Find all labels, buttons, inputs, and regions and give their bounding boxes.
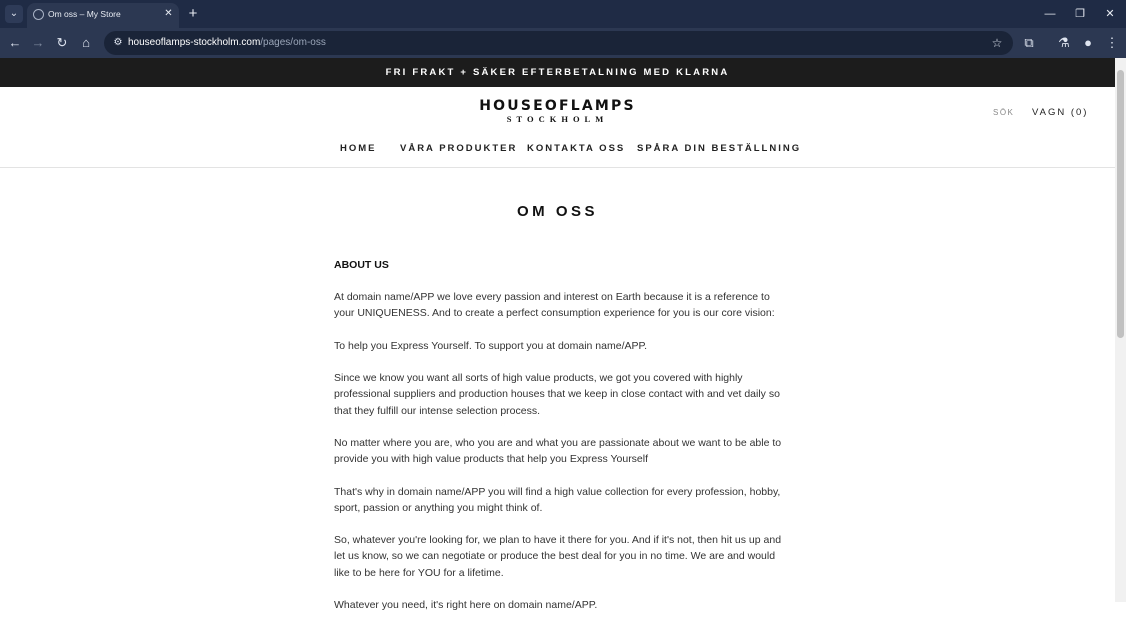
- web-page: [0, 58, 1115, 611]
- site-info-icon[interactable]: ⚙: [113, 37, 123, 48]
- minimize-button[interactable]: —: [1044, 8, 1056, 20]
- paragraph: So, whatever you're looking for, we plan to have it there for you. And if it's not, then hit us up and let us know, so we can negotiate or produce the best deal for you in no time. We are and would like to be here for YOU for a lifetime.: [334, 534, 782, 579]
- forward-arrow-icon[interactable]: →: [31, 35, 45, 50]
- scrollbar-thumb[interactable]: [1117, 70, 1124, 338]
- paragraph: Whatever you need, it's right here on domain name/APP.: [334, 598, 598, 611]
- tab-title: Om oss – My Store: [48, 9, 121, 19]
- search-link[interactable]: SÖK: [993, 108, 1015, 117]
- home-icon[interactable]: ⌂: [82, 35, 90, 50]
- close-tab-icon[interactable]: ✕: [164, 8, 173, 19]
- new-tab-button[interactable]: +: [188, 5, 198, 22]
- browser-tab[interactable]: [27, 3, 179, 28]
- nav-track-order[interactable]: SPÅRA DIN BESTÄLLNING: [637, 143, 802, 154]
- paragraph: Since we know you want all sorts of high value products, we got you covered with highly professional suppliers and production houses that we keep in close contact with and vet daily so that they fulfill our intense selection process.: [334, 372, 780, 417]
- restore-button[interactable]: ❐: [1075, 8, 1085, 20]
- paragraph: That's why in domain name/APP you will find a high value collection for every profession, hobby, sport, passion or anything you might think of.: [334, 485, 781, 514]
- tab-search-button[interactable]: ⌄: [5, 5, 23, 23]
- menu-dots-icon[interactable]: ⋮: [1105, 35, 1119, 50]
- back-arrow-icon[interactable]: ←: [8, 35, 22, 50]
- page-content: [334, 257, 784, 629]
- paragraph: To help you Express Yourself. To support you at domain name/APP.: [334, 339, 648, 352]
- url-text[interactable]: houseoflamps-stockholm.com/pages/om-oss: [128, 37, 326, 48]
- lab-flask-icon[interactable]: ⚗: [1058, 35, 1070, 50]
- cart-link[interactable]: VAGN (0): [1032, 107, 1089, 118]
- content-heading: ABOUT US: [334, 259, 389, 271]
- store-logo-subtitle[interactable]: STOCKHOLM: [506, 114, 609, 124]
- page-scrollbar[interactable]: [1115, 58, 1126, 602]
- profile-icon[interactable]: ●: [1084, 35, 1092, 50]
- store-logo[interactable]: HOUSEOFLAMPS: [479, 98, 636, 114]
- extensions-icon[interactable]: ⧉: [1024, 35, 1034, 50]
- header-divider: [0, 167, 1115, 168]
- announcement-bar: FRI FRAKT + SÄKER EFTERBETALNING MED KLARNA: [0, 58, 1115, 87]
- paragraph: At domain name/APP we love every passion and interest on Earth because it is a reference to your UNIQUENESS. And to create a perfect consumption experience for you is our core vision:: [334, 291, 775, 320]
- bookmark-star-icon[interactable]: ☆: [991, 36, 1003, 50]
- browser-tab-bar: [0, 0, 1126, 28]
- paragraph: No matter where you are, who you are and what you are passionate about we want to be able to provide you with high value products that help you Express Yourself: [334, 436, 782, 466]
- reload-icon[interactable]: ↻: [56, 35, 68, 50]
- nav-contact[interactable]: KONTAKTA OSS: [527, 143, 626, 154]
- close-window-button[interactable]: ✕: [1105, 8, 1115, 20]
- page-title: OM OSS: [516, 203, 598, 220]
- globe-icon: [33, 9, 44, 20]
- browser-toolbar: [0, 28, 1126, 58]
- nav-home[interactable]: HOME: [340, 143, 377, 154]
- nav-products[interactable]: VÅRA PRODUKTER: [400, 143, 518, 154]
- address-bar[interactable]: [104, 31, 1013, 55]
